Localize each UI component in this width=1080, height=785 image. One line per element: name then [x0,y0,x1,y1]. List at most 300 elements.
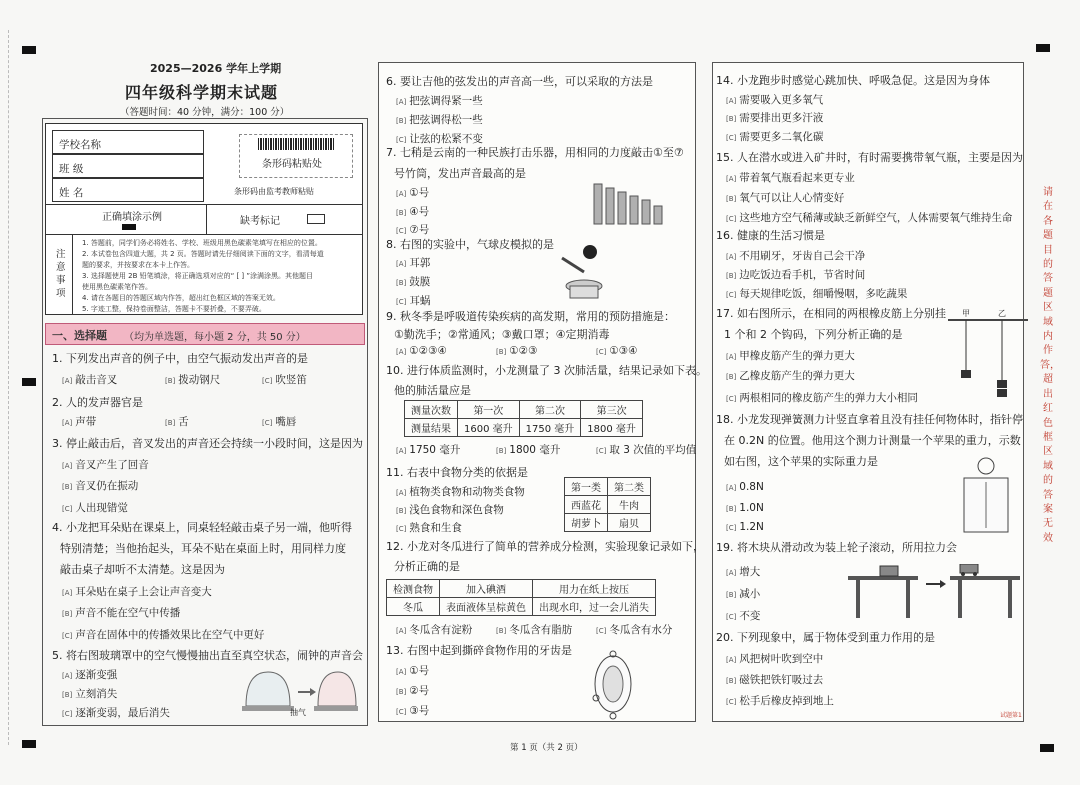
option-bubble[interactable]: [C] [396,298,407,306]
option-text: 植物类食物和动物类食物 [409,486,525,498]
name-label: 姓 名 [59,187,84,199]
question-7-stem: 号竹筒，发出声音最高的是 [394,167,526,180]
question-9-stem: 9. 秋冬季是呼吸道传染疾病的高发期，常用的预防措施是： [386,310,675,323]
question-13-stem: 13. 右图中起到撕碎食物作用的牙齿是 [386,644,572,657]
question-9-option-c[interactable] [596,345,638,359]
question-18-stem: 如右图，这个苹果的实际重力是 [724,455,878,468]
question-14-option-b[interactable] [726,112,823,126]
question-10-option-a[interactable] [396,444,460,458]
option-text: 冬瓜含有水分 [609,624,673,636]
option-text: 这些地方空气稀薄或缺乏新鲜空气，人体需要氧气维持生命 [739,212,1013,224]
option-text: 耳郭 [409,257,431,269]
question-10-stem: 10. 进行体质监测时，小龙测量了 3 次肺活量，结果记录如下表。 [386,364,707,377]
option-bubble[interactable]: [C] [726,291,737,299]
option-text: ①②③④ [409,345,447,357]
question-11-option-b[interactable] [396,504,504,518]
table-row [565,514,651,532]
arrow-head-icon [940,580,946,588]
question-8-option-c[interactable] [396,295,430,309]
question-16-stem: 16. 健康的生活习惯是 [716,229,825,242]
question-17-stem: 1 个和 2 个钩码，下列分析正确的是 [724,328,903,341]
option-bubble[interactable]: [A] [62,377,73,385]
friction-experiment-figure [846,564,1022,620]
option-text: 带着氧气瓶看起来更专业 [739,172,855,184]
option-text: 边吃饭边看手机，节省时间 [739,269,866,281]
option-bubble[interactable]: [A] [396,348,407,356]
hook-weight-icon [997,380,1007,388]
question-8-stem: 8. 右图的实验中，气球皮模拟的是 [386,238,554,251]
question-10-table [404,400,643,437]
option-bubble[interactable]: [A] [396,447,407,455]
bamboo-tube-icon [630,196,638,224]
option-text: ①号 [409,665,430,677]
option-bubble[interactable]: [A] [62,462,73,470]
spring-scale-figure [956,456,1016,536]
option-text: 逐渐变弱，最后消失 [75,707,170,719]
option-bubble[interactable]: [A] [726,253,737,261]
question-15-stem: 15. 人在潜水或进入矿井时，有时需要携带氧气瓶，主要是因为 [716,151,1023,164]
question-14-option-c[interactable] [726,131,823,145]
question-6-option-a[interactable] [396,95,483,109]
option-text: 不变 [739,610,761,622]
option-bubble[interactable]: [A] [726,175,737,183]
question-3-option-a[interactable] [62,459,149,473]
question-9-option-b[interactable] [496,345,538,359]
table-cell: 第二次 [519,401,581,419]
table-cell: 牛肉 [608,496,651,514]
option-text: 人出现错觉 [75,502,128,514]
wheel-icon [961,572,965,576]
jar-base-icon [314,706,358,711]
table-cell: 表面液体呈棕黄色 [440,598,533,616]
option-text: 1800 毫升 [509,444,561,456]
notice-line: 使用黑色碳素笔作答。 [82,283,152,291]
option-bubble[interactable]: [B] [496,348,507,356]
question-20-option-c[interactable] [726,695,834,709]
option-bubble[interactable]: [C] [396,708,407,716]
option-bubble[interactable]: [B] [165,419,176,427]
option-bubble[interactable]: [C] [62,505,73,513]
option-text: 让弦的松紧不变 [409,133,483,145]
bamboo-tube-icon [642,200,650,224]
question-4-option-b[interactable] [62,607,180,621]
table-cell: 1600 毫升 [458,419,520,437]
question-11-option-a[interactable] [396,486,525,500]
option-text: 需要吸入更多氧气 [739,94,824,106]
option-bubble[interactable]: [A] [726,97,737,105]
option-bubble[interactable]: [B] [62,483,73,491]
option-bubble[interactable]: [A] [396,489,407,497]
table-cell: 第一类 [565,478,608,496]
question-15-option-b[interactable] [726,192,844,206]
question-6-option-b[interactable] [396,114,483,128]
option-bubble[interactable]: [B] [726,505,737,513]
option-text: 把弦调得紧一些 [409,95,483,107]
option-text: ①②③ [509,345,538,357]
question-9-option-a[interactable] [396,345,447,359]
option-text: 乙橡皮筋产生的弹力更大 [739,370,855,382]
question-16-option-a[interactable] [726,250,865,264]
table-row [565,478,651,496]
page-title: 四年级科学期末试题 [125,83,279,102]
question-12-stem: 分析正确的是 [394,560,460,573]
question-13-option-a[interactable] [396,665,429,679]
question-7-option-c[interactable] [396,224,429,238]
option-bubble[interactable]: [A] [62,419,73,427]
question-13-option-c[interactable] [396,705,429,719]
question-16-option-b[interactable] [726,269,865,283]
option-bubble[interactable]: [B] [396,117,407,125]
question-8-option-a[interactable] [396,257,430,271]
option-text: 1.2N [739,521,764,533]
question-12-option-a[interactable] [396,624,472,638]
exam-time-info: （答题时间：40 分钟，满分：100 分） [120,107,290,118]
table-cell: 用力在纸上按压 [533,580,656,598]
ring-icon [978,458,994,474]
drumstick-icon [583,245,597,259]
bamboo-tube-icon [618,192,626,224]
arrow-head-icon [310,688,316,696]
option-text: 磁铁把铁钉吸过去 [739,674,824,686]
question-10-option-c[interactable] [596,444,696,458]
option-text: 氧气可以让人心情变好 [739,192,845,204]
question-10-option-b[interactable] [496,444,560,458]
option-bubble[interactable]: [A] [726,569,737,577]
question-19-stem: 19. 将木块从滑动改为装上轮子滚动，所用拉力会 [716,541,957,554]
table-cell: 1750 毫升 [519,419,581,437]
notice-line: 4. 请在各题目的答题区域内作答，超出红色框区域的答案无效。 [82,294,280,302]
option-bubble[interactable]: [C] [726,698,737,706]
jar-base-icon [242,706,294,711]
table-cell: 1800 毫升 [581,419,643,437]
option-text: 舌 [178,416,189,428]
question-20-option-a[interactable] [726,653,823,667]
table-icon [950,576,1020,580]
option-text: 松手后橡皮掉到地上 [739,695,834,707]
option-bubble[interactable]: [C] [396,227,407,235]
question-20-option-b[interactable] [726,674,823,688]
option-bubble[interactable]: [A] [726,353,737,361]
option-bubble[interactable]: [A] [62,672,73,680]
option-bubble[interactable]: [B] [165,377,176,385]
alignment-mark-tl [22,46,36,54]
question-2-stem: 2. 人的发声器官是 [52,396,143,409]
question-1-option-b[interactable] [165,374,220,388]
table-row [387,580,656,598]
option-bubble[interactable]: [C] [62,632,73,640]
question-5-option-c[interactable] [62,707,170,721]
question-12-table [386,579,656,616]
option-text: 耳朵贴在桌子上会让声音变大 [75,586,212,598]
option-text: ②号 [409,685,430,697]
option-bubble[interactable]: [C] [62,710,73,718]
option-text: 取 3 次值的平均值 [609,444,697,456]
question-1-option-c[interactable] [262,374,307,388]
option-text: 声带 [75,416,97,428]
question-4-option-c[interactable] [62,629,264,643]
alignment-mark-ml [22,378,36,386]
stick-icon [562,258,584,272]
option-text: 1.0N [739,502,764,514]
question-11-table [564,477,651,532]
table-cell: 冬瓜 [387,598,440,616]
barcode-note: 条形码由监考教师粘贴 [234,187,314,196]
bamboo-tube-icon [594,184,602,224]
question-17-option-c[interactable] [726,392,918,406]
option-bubble[interactable]: [B] [396,279,407,287]
option-bubble[interactable]: [C] [726,395,737,403]
table-leg-icon [1008,580,1012,618]
question-17-stem: 17. 如右图所示，在相同的两根橡皮筋上分别挂 [716,307,946,320]
option-text: 0.8N [739,481,764,493]
school-year: 2025—2026 学年上学期 [150,62,282,75]
notice-line: 5. 字迹工整，保持卷面整洁，答题卡不要折叠，不要弄破。 [82,305,266,313]
corner-tag: 试题第1 [1000,712,1022,719]
option-bubble[interactable]: [B] [726,373,737,381]
option-text: 音叉仍在振动 [75,480,139,492]
option-text: 声音不能在空气中传播 [75,607,181,619]
option-text: 不用刷牙，牙齿自己会干净 [739,250,866,262]
question-11-option-c[interactable] [396,522,462,536]
question-4-stem: 4. 小龙把耳朵贴在课桌上，同桌轻轻敲击桌子另一端，他听得 [52,521,352,534]
question-6-option-c[interactable] [396,133,483,147]
option-bubble[interactable]: [A] [396,98,407,106]
option-text: 需要排出更多汗液 [739,112,824,124]
option-text: 冬瓜含有脂肪 [509,624,573,636]
bamboo-drums-figure [590,170,670,226]
page-footer: 第 1 页（共 2 页） [510,743,583,753]
question-4-stem: 特别清楚；当他抬起头，耳朵不贴在桌面上时，用同样力度 [60,542,346,555]
class-label: 班 级 [59,163,84,175]
option-text: 把弦调得松一些 [409,114,483,126]
question-2-option-b[interactable] [165,416,189,430]
hook-weight-icon [961,370,971,378]
question-4-stem: 敲击桌子却听不太清楚。这是因为 [60,563,225,576]
figure-label-a: 甲 [962,309,970,318]
eardrum-experiment-figure [560,242,610,302]
option-text: 风把树叶吹到空中 [739,653,824,665]
option-bubble[interactable]: [B] [396,688,407,696]
option-text: 嘴唇 [275,416,297,428]
option-bubble[interactable]: [C] [596,627,607,635]
option-bubble[interactable]: [B] [62,610,73,618]
option-bubble[interactable]: [C] [396,525,407,533]
bamboo-tube-icon [606,188,614,224]
question-7-option-b[interactable] [396,206,429,220]
option-bubble[interactable]: [C] [596,348,607,356]
option-bubble[interactable]: [B] [726,677,737,685]
question-1-stem: 1. 下列发出声音的例子中，由空气振动发出声音的是 [52,352,308,365]
table-row [565,496,651,514]
question-18-option-a[interactable] [726,481,764,495]
option-text: 两根相同的橡皮筋产生的弹力大小相同 [739,392,918,404]
table-row [387,598,656,616]
alignment-mark-br [1040,744,1054,752]
question-6-stem: 6. 要让吉他的弦发出的声音高一些，可以采取的方法是 [386,75,653,88]
option-text: 甲橡皮筋产生的弹力更大 [739,350,855,362]
option-bubble[interactable]: [B] [396,209,407,217]
table-cell: 第三次 [581,401,643,419]
question-8-option-b[interactable] [396,276,430,290]
table-cell: 检测食物 [387,580,440,598]
option-text: 减小 [739,588,761,600]
option-bubble[interactable]: [C] [262,419,273,427]
question-3-option-c[interactable] [62,502,128,516]
option-bubble[interactable]: [A] [396,260,407,268]
table-cell: 加入碘酒 [440,580,533,598]
question-16-option-c[interactable] [726,288,907,302]
table-leg-icon [856,580,860,618]
question-2-option-a[interactable] [62,416,96,430]
question-20-stem: 20. 下列现象中，属于物体受到重力作用的是 [716,631,935,644]
table-cell: 第一次 [458,401,520,419]
table-cell: 第二类 [608,478,651,496]
option-text: 敲击音叉 [75,374,118,386]
question-13-option-b[interactable] [396,685,429,699]
block-icon [960,564,978,573]
option-text: ③号 [409,705,430,717]
section-title: 一、选择题 [52,329,107,342]
option-bubble[interactable]: [B] [396,507,407,515]
question-2-option-c[interactable] [262,416,296,430]
table-leg-icon [958,580,962,618]
question-18-stem: 在 0.2N 的位置。他用这个测力计测量一个苹果的重力，示数 [724,434,1021,447]
option-bubble[interactable]: [A] [726,656,737,664]
notice-line: 1. 答题前，同学们务必将姓名、学校、班级用黑色碳素笔填写在相应的位置。 [82,239,322,247]
tongue-icon [603,666,623,702]
option-text: 浅色食物和深色食物 [409,504,504,516]
question-18-stem: 18. 小龙发现弹簧测力计竖直拿着且没有挂任何物体时，指针停 [716,413,1023,426]
option-bubble[interactable]: [B] [496,447,507,455]
cup-icon [570,286,598,298]
question-5-option-b[interactable] [62,688,117,702]
option-bubble[interactable]: [A] [62,589,73,597]
option-text: 声音在固体中的传播效果比在空气中更好 [75,629,265,641]
option-text: 冬瓜含有淀粉 [409,624,473,636]
table-cell: 扇贝 [608,514,651,532]
option-text: ①③④ [609,345,638,357]
question-19-option-a[interactable] [726,566,760,580]
option-bubble[interactable]: [C] [726,215,737,223]
fold-line [8,30,9,745]
option-text: 1750 毫升 [409,444,461,456]
block-icon [880,566,898,576]
option-bubble[interactable]: [C] [596,447,607,455]
option-bubble[interactable]: [C] [262,377,273,385]
table-cell: 测量次数 [405,401,458,419]
option-bubble[interactable]: [B] [62,691,73,699]
option-bubble[interactable]: [A] [726,484,737,492]
answer-area-note: 请在各题目的答题区域内作答，超出红色框区域的答案无效 [1040,187,1060,544]
wheel-icon [973,572,977,576]
question-17-option-a[interactable] [726,350,855,364]
option-bubble[interactable]: [A] [396,190,407,198]
option-bubble[interactable]: [C] [726,134,737,142]
teeth-figure [588,648,638,720]
barcode-label: 条形码粘贴处 [262,159,322,170]
table-row [405,401,643,419]
absent-label: 缺考标记 [240,216,280,227]
option-bubble[interactable]: [C] [396,136,407,144]
question-15-option-c[interactable] [726,212,1012,226]
alignment-mark-bl [22,740,36,748]
question-3-option-b[interactable] [62,480,138,494]
table-row [405,419,643,437]
option-bubble[interactable]: [C] [726,524,737,532]
table-cell: 西蓝花 [565,496,608,514]
question-12-option-b[interactable] [496,624,572,638]
question-14-option-a[interactable] [726,94,823,108]
option-bubble[interactable]: [B] [726,115,737,123]
bamboo-tube-icon [654,206,662,224]
option-text: 音叉产生了回音 [75,459,149,471]
question-7-option-a[interactable] [396,187,429,201]
figure-label: 抽气 [290,708,306,717]
table-cell: 测量结果 [405,419,458,437]
rubber-band-figure [948,312,1028,400]
school-name-label: 学校名称 [59,139,101,151]
option-text: 逐渐变强 [75,669,118,681]
correct-fill-label: 正确填涂示例 [102,212,162,223]
notice-line: 题的要求，并按要求在本卡上作答。 [82,261,194,269]
option-bubble[interactable]: [B] [726,591,737,599]
option-text: 增大 [739,566,761,578]
option-text: ④号 [409,206,430,218]
bell-jar-icon [318,672,356,706]
question-4-option-a[interactable] [62,586,212,600]
option-text: 鼓膜 [409,276,431,288]
option-text: 立刻消失 [75,688,118,700]
question-19-option-b[interactable] [726,588,760,602]
section-desc: （均为单选题，每小题 2 分，共 50 分） [124,332,306,343]
option-bubble[interactable]: [A] [396,627,407,635]
question-18-option-b[interactable] [726,502,764,516]
question-18-option-c[interactable] [726,521,764,535]
option-text: 吹竖笛 [275,374,307,386]
tooth-marker-3-icon [610,713,616,719]
question-10-stem: 他的肺活量应是 [394,384,471,397]
table-icon [848,576,918,580]
option-text: 需要更多二氧化碳 [739,131,824,143]
option-bubble[interactable]: [A] [396,668,407,676]
option-bubble[interactable]: [B] [726,195,737,203]
question-17-option-b[interactable] [726,370,855,384]
notice-line: 2. 本试卷包含四道大题，共 2 页。答题时请先仔细阅读下面的文字，看清每道 [82,250,324,258]
alignment-mark-tr [1036,44,1050,52]
question-12-option-c[interactable] [596,624,672,638]
question-5-option-a[interactable] [62,669,117,683]
table-cell: 胡萝卜 [565,514,608,532]
option-text: ①号 [409,187,430,199]
question-19-option-c[interactable] [726,610,760,624]
figure-label-b: 乙 [998,309,1006,318]
option-bubble[interactable]: [B] [726,272,737,280]
table-leg-icon [906,580,910,618]
option-bubble[interactable]: [B] [496,627,507,635]
option-text: 每天规律吃饭，细嚼慢咽，多吃蔬果 [739,288,908,300]
question-9-stem: ①勤洗手；②常通风；③戴口罩；④定期消毒 [394,328,610,341]
question-14-stem: 14. 小龙跑步时感觉心跳加快、呼吸急促。这是因为身体 [716,74,990,87]
question-1-option-a[interactable] [62,374,117,388]
table-cell: 出现水印，过一会儿消失 [533,598,656,616]
notice-title: 注 意 事 项 [56,249,66,299]
option-bubble[interactable]: [C] [726,613,737,621]
question-7-stem: 7. 七稍是云南的一种民族打击乐器，用相同的力度敲击①至⑦ [386,146,684,159]
question-5-stem: 5. 将右图玻璃罩中的空气慢慢抽出直至真空状态，闹钟的声音会 [52,649,363,662]
notice-line: 3. 选择题使用 2B 铅笔填涂，将正确选项对应的“ [ ] ”涂满涂黑。其他题目 [82,272,313,280]
hook-weight-icon [997,389,1007,397]
question-15-option-a[interactable] [726,172,855,186]
